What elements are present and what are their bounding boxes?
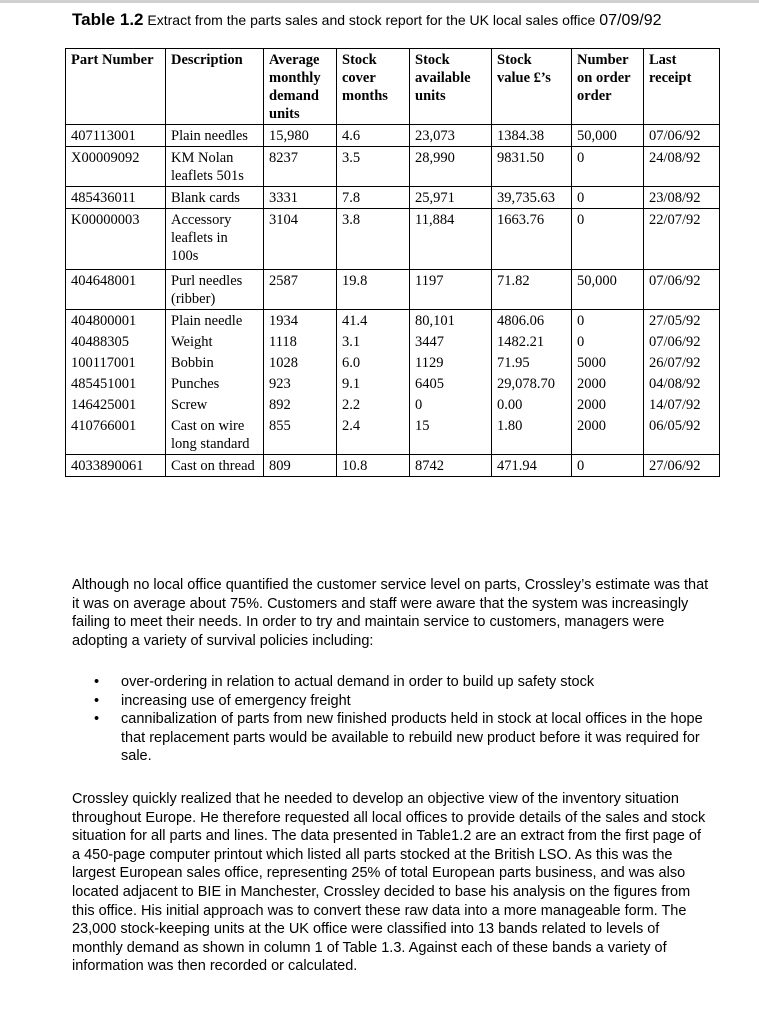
table-cell: 28,990 [410, 147, 492, 187]
table-cell: 3.8 [337, 209, 410, 270]
list-item [94, 673, 709, 692]
table-cell: 100117001 [66, 352, 166, 373]
table-cell: 6.0 [337, 352, 410, 373]
table-cell: Blank cards [166, 187, 264, 209]
header-cell: Part Number [66, 49, 166, 125]
caption-date: 07/09/92 [599, 12, 662, 29]
parts-table [65, 48, 720, 477]
table-cell: 2000 [572, 373, 644, 394]
table-cell: 146425001 [66, 394, 166, 415]
table-cell: Weight [166, 331, 264, 352]
table-cell: 1482.21 [492, 331, 572, 352]
table-cell: 80,101 [410, 310, 492, 332]
bullet-text: increasing use of emergency freight [121, 692, 351, 709]
table-cell: Screw [166, 394, 264, 415]
table-cell: 4806.06 [492, 310, 572, 332]
table-cell: 1118 [264, 331, 337, 352]
table-cell: 809 [264, 455, 337, 477]
table-cell: 23,073 [410, 125, 492, 147]
table-row [66, 310, 720, 332]
table-cell: 0 [572, 209, 644, 270]
table-row [66, 187, 720, 209]
table-cell: Accessory leaflets in 100s [166, 209, 264, 270]
bullet-icon: • [94, 692, 100, 709]
table-cell: 39,735.63 [492, 187, 572, 209]
survival-policy-list [94, 673, 709, 766]
table-row [66, 147, 720, 187]
table-cell: 404648001 [66, 270, 166, 310]
header-cell: Stock value £’s [492, 49, 572, 125]
table-body [66, 125, 720, 477]
bullet-text: over-ordering in relation to actual demand in order to build up safety stock [121, 674, 595, 690]
table-cell: 27/06/92 [644, 455, 720, 477]
table-cell: 7.8 [337, 187, 410, 209]
table-cell: 5000 [572, 352, 644, 373]
table-cell: 11,884 [410, 209, 492, 270]
table-caption [72, 10, 662, 30]
table-row [66, 373, 720, 394]
bullet-text: cannibalization of parts from new finished products held in stock at local offices in the hope that replacement parts would be available to rebuild new product before it was required for sale. [121, 711, 703, 765]
table-cell: 15,980 [264, 125, 337, 147]
header-cell: Number on order order [572, 49, 644, 125]
table-row [66, 209, 720, 270]
table-cell: 1663.76 [492, 209, 572, 270]
table-row [66, 455, 720, 477]
table-cell: 485436011 [66, 187, 166, 209]
table-cell: 1197 [410, 270, 492, 310]
table-cell: 3447 [410, 331, 492, 352]
table-cell: 27/05/92 [644, 310, 720, 332]
table-cell: 07/06/92 [644, 331, 720, 352]
table-cell: Cast on thread [166, 455, 264, 477]
table-row [66, 394, 720, 415]
table-cell: 10.8 [337, 455, 410, 477]
table-cell: 2.4 [337, 415, 410, 455]
table-cell: 06/05/92 [644, 415, 720, 455]
table-row [66, 125, 720, 147]
table-cell: 41.4 [337, 310, 410, 332]
table-cell: 71.95 [492, 352, 572, 373]
table-cell: 29,078.70 [492, 373, 572, 394]
table-cell: 2587 [264, 270, 337, 310]
table-cell: 25,971 [410, 187, 492, 209]
table-cell: 410766001 [66, 415, 166, 455]
table-cell: Bobbin [166, 352, 264, 373]
table-cell: 407113001 [66, 125, 166, 147]
table-cell: 40488305 [66, 331, 166, 352]
table-cell: 855 [264, 415, 337, 455]
table-cell: 404800001 [66, 310, 166, 332]
table-cell: 9.1 [337, 373, 410, 394]
table-cell: 2.2 [337, 394, 410, 415]
table-cell: Purl needles (ribber) [166, 270, 264, 310]
table-cell: 1384.38 [492, 125, 572, 147]
table-cell: 14/07/92 [644, 394, 720, 415]
table-cell: 8742 [410, 455, 492, 477]
bullet-icon: • [94, 711, 100, 728]
header-row [66, 49, 720, 125]
table-cell: 4033890061 [66, 455, 166, 477]
table-cell: 1129 [410, 352, 492, 373]
table-cell: 22/07/92 [644, 209, 720, 270]
table-row [66, 331, 720, 352]
table-cell: 0 [572, 187, 644, 209]
table-cell: 0 [572, 310, 644, 332]
table-cell: 2000 [572, 394, 644, 415]
list-item [94, 692, 709, 711]
table-cell: 50,000 [572, 270, 644, 310]
table-cell: 4.6 [337, 125, 410, 147]
table-cell: 8237 [264, 147, 337, 187]
table-cell: Plain needles [166, 125, 264, 147]
table-cell: Plain needle [166, 310, 264, 332]
paragraph-service-level: Although no local office quantified the customer service level on parts, Crossley’s estimate was that it was on average about 75%. Customers and staff were aware that the system was increasingly failing to meet their needs. In order to try and maintain service to customers, managers were adopting a variety of survival policies including: [72, 577, 709, 649]
bullet-icon: • [94, 674, 100, 690]
table-row [66, 270, 720, 310]
header-cell: Last receipt [644, 49, 720, 125]
table-cell: 485451001 [66, 373, 166, 394]
table-cell: 892 [264, 394, 337, 415]
table-cell: Punches [166, 373, 264, 394]
table-cell: 1028 [264, 352, 337, 373]
table-cell: 3.5 [337, 147, 410, 187]
table-cell: 07/06/92 [644, 125, 720, 147]
table-cell: 6405 [410, 373, 492, 394]
table-cell: 19.8 [337, 270, 410, 310]
caption-text: Extract from the parts sales and stock report for the UK local sales office [143, 12, 600, 28]
table-cell: 15 [410, 415, 492, 455]
table-cell: 1934 [264, 310, 337, 332]
table-cell: 3331 [264, 187, 337, 209]
caption-label: Table 1.2 [72, 10, 144, 29]
table-cell: 923 [264, 373, 337, 394]
header-cell: Stock available units [410, 49, 492, 125]
table-row [66, 352, 720, 373]
list-item [94, 710, 709, 766]
paragraph-analysis: Crossley quickly realized that he needed to develop an objective view of the inventory situation throughout Europe. He therefore requested all local offices to provide details of the sales and stock situation for all parts and lines. The data presented in Table1.2 are an extract from the first page of a 450-page computer printout which listed all parts stocked at the British LSO. As this was the largest European sales office, representing 25% of total European parts business, and was also located adjacent to BIE in Manchester, Crossley decided to base his analysis on the figures from this office. His initial approach was to convert these raw data into a more manageable form. The 23,000 stock-keeping units at the UK office were classified into 13 bands related to levels of monthly demand as shown in column 1 of Table 1.3. Against each of these bands a variety of information was then recorded or calculated. [72, 791, 706, 975]
table-cell: Cast on wire long standard [166, 415, 264, 455]
table-cell: 0 [572, 331, 644, 352]
table-cell: 23/08/92 [644, 187, 720, 209]
table-cell: 0 [572, 147, 644, 187]
table-cell: 2000 [572, 415, 644, 455]
table-cell: X00009092 [66, 147, 166, 187]
header-cell: Average monthly demand units [264, 49, 337, 125]
header-cell: Stock cover months [337, 49, 410, 125]
table-cell: 07/06/92 [644, 270, 720, 310]
table-cell: 26/07/92 [644, 352, 720, 373]
table-cell: 0.00 [492, 394, 572, 415]
table-cell: 71.82 [492, 270, 572, 310]
table-cell: KM Nolan leaflets 501s [166, 147, 264, 187]
table-cell: 1.80 [492, 415, 572, 455]
table-cell: 3104 [264, 209, 337, 270]
table-cell: 50,000 [572, 125, 644, 147]
header-cell: Description [166, 49, 264, 125]
table-row [66, 415, 720, 455]
table-cell: 9831.50 [492, 147, 572, 187]
top-border [0, 0, 759, 3]
table-cell: 3.1 [337, 331, 410, 352]
table-cell: 0 [572, 455, 644, 477]
table-cell: 471.94 [492, 455, 572, 477]
table-cell: K00000003 [66, 209, 166, 270]
table-cell: 24/08/92 [644, 147, 720, 187]
table-cell: 04/08/92 [644, 373, 720, 394]
table-cell: 0 [410, 394, 492, 415]
